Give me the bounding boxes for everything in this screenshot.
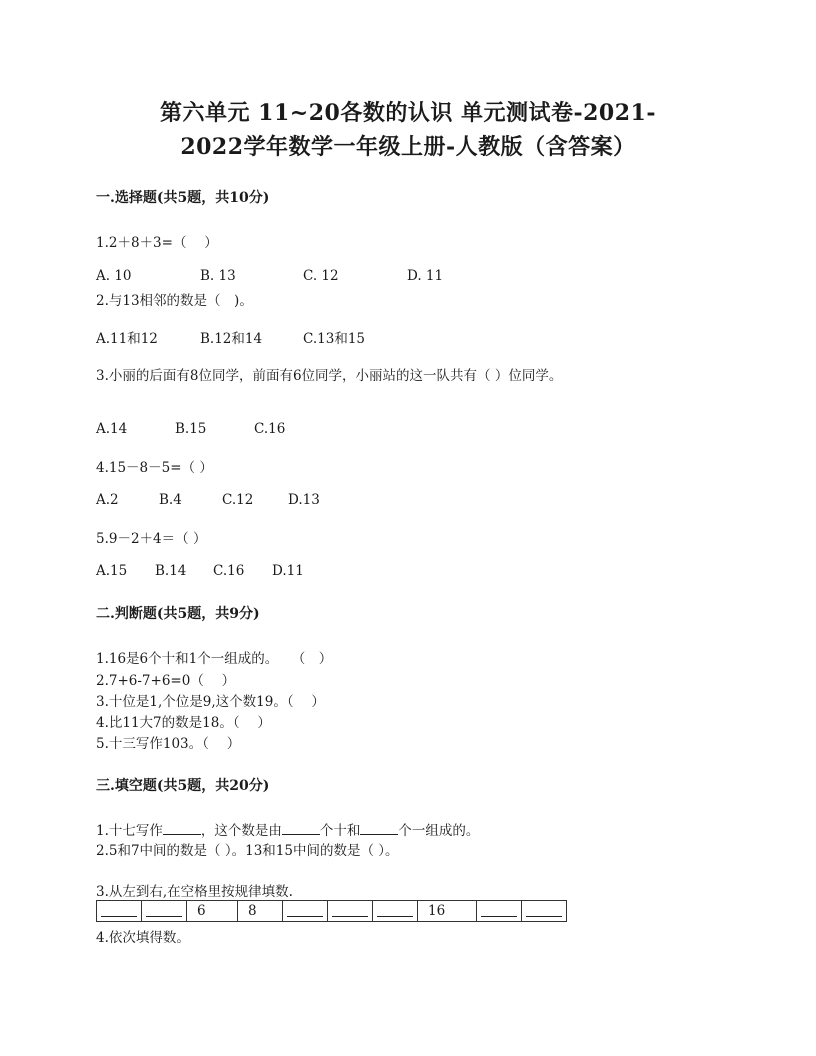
fill-question-4: 4.依次填得数。 — [96, 930, 190, 946]
sequence-blank[interactable] — [287, 902, 323, 917]
q4-option-a: A.2 — [96, 492, 119, 508]
answer-blank[interactable] — [163, 822, 201, 835]
fill-q1-part-1: 1.十七写作 — [96, 823, 163, 839]
answer-blank[interactable] — [282, 822, 320, 835]
sequence-blank[interactable] — [481, 902, 517, 917]
question-3: 3.小丽的后面有8位同学，前面有6位同学，小丽站的这一队共有（ ）位同学。 — [96, 368, 563, 384]
fill-q1-part-4: 个一组成的。 — [398, 823, 480, 839]
fill-q1-part-3: 个十和 — [319, 823, 361, 839]
q5-option-b: B.14 — [155, 563, 187, 579]
q5-option-d: D.11 — [272, 563, 304, 579]
q2-option-b: B.12和14 — [200, 331, 263, 347]
q3-option-c: C.16 — [254, 421, 286, 437]
judgement-item-4: 4.比11大7的数是18。（ ） — [96, 715, 271, 731]
judgement-item-5: 5.十三写作103。（ ） — [96, 736, 241, 752]
sequence-cell: 16 — [418, 901, 477, 922]
q1-option-c: C. 12 — [303, 268, 339, 284]
q1-option-b: B. 13 — [200, 268, 236, 284]
q3-option-a: A.14 — [96, 421, 128, 437]
sequence-cell[interactable] — [283, 901, 328, 922]
q5-option-a: A.15 — [96, 563, 128, 579]
sequence-blank[interactable] — [526, 902, 562, 917]
judgement-item-3: 3.十位是1,个位是9,这个数19。（ ） — [96, 694, 325, 710]
sequence-cell[interactable] — [328, 901, 373, 922]
sequence-blank[interactable] — [146, 902, 182, 917]
q3-option-b: B.15 — [175, 421, 207, 437]
sequence-cell[interactable] — [522, 901, 567, 922]
sequence-row — [97, 901, 567, 922]
question-1: 1.2＋8＋3=（ ） — [96, 235, 218, 251]
fill-q1-part-2: ，这个数是由 — [200, 823, 282, 839]
fill-question-3: 3.从左到右,在空格里按规律填数. — [96, 884, 293, 900]
document-title-line-1: 第六单元 11~20各数的认识 单元测试卷-2021- — [160, 100, 656, 126]
sequence-blank[interactable] — [101, 902, 137, 917]
number-sequence-table — [96, 900, 567, 922]
judgement-item-2: 2.7+6-7+6=0（ ） — [96, 673, 236, 689]
document-title-line-2: 2022学年数学一年级上册-人教版（含答案） — [180, 134, 636, 160]
sequence-blank[interactable] — [377, 902, 413, 917]
fill-question-2: 2.5和7中间的数是（ ）。13和15中间的数是（ ）。 — [96, 843, 399, 859]
section-heading-choice: 一.选择题(共5题，共10分) — [96, 190, 270, 206]
fill-question-1 — [96, 819, 479, 839]
q4-option-b: B.4 — [159, 492, 182, 508]
q1-option-a: A. 10 — [96, 268, 132, 284]
answer-blank[interactable] — [360, 822, 398, 835]
question-4: 4.15－8－5=（ ） — [96, 460, 213, 476]
sequence-blank[interactable] — [332, 902, 368, 917]
sequence-cell[interactable] — [477, 901, 522, 922]
sequence-cell[interactable] — [97, 901, 142, 922]
q4-option-c: C.12 — [222, 492, 254, 508]
question-2: 2.与13相邻的数是（ )。 — [96, 293, 253, 309]
q5-option-c: C.16 — [213, 563, 245, 579]
sequence-cell[interactable] — [142, 901, 187, 922]
judgement-item-1: 1.16是6个十和1个一组成的。 （ ） — [96, 651, 333, 667]
q2-option-a: A.11和12 — [96, 331, 158, 347]
q1-option-d: D. 11 — [407, 268, 444, 284]
section-heading-judgement: 二.判断题(共5题，共9分) — [96, 606, 260, 622]
sequence-cell[interactable] — [373, 901, 418, 922]
q2-option-c: C.13和15 — [303, 331, 365, 347]
sequence-cell: 8 — [238, 901, 283, 922]
question-5: 5.9－2＋4＝（ ） — [96, 531, 207, 547]
q4-option-d: D.13 — [288, 492, 320, 508]
sequence-cell: 6 — [187, 901, 238, 922]
section-heading-fill-in: 三.填空题(共5题，共20分) — [96, 778, 270, 794]
